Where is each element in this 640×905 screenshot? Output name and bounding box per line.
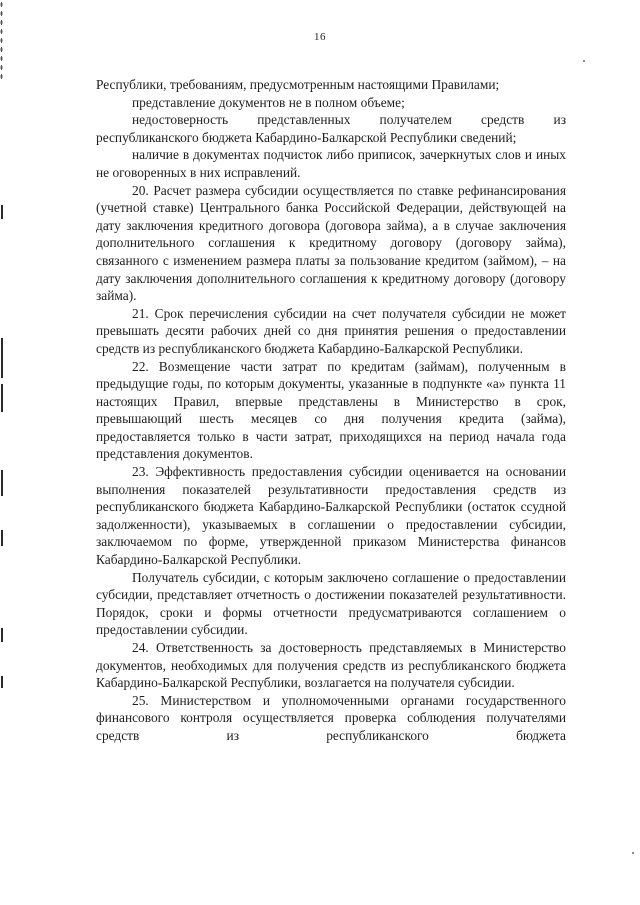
paragraph: 21. Срок перечисления субсидии на счет получателя субсидии не может превышать десяти рабочих дней со дня принятия решения о предоставлении средств из республиканского бюджета Кабардино-Балкарской Республики. <box>96 305 566 356</box>
scan-edge-mark <box>1 205 3 219</box>
scan-edge-mark <box>1 676 3 688</box>
document-body <box>96 76 566 745</box>
scan-edge-mark <box>1 530 3 546</box>
paragraph: 23. Эффективность предоставления субсидии оценивается на основании выполнения показателей результативности предоставления средств из республиканского бюджета Кабардино-Балкарской Республики (остаток ссудной задолженности), указываемых в соглашении о предоставлении субсидии, заключаемом по форме, утвержденной приказом Министерства финансов Кабардино-Балкарской Республики. <box>96 464 566 568</box>
paragraph: Получатель субсидии, с которым заключено соглашение о предоставлении субсидии, представляет отчетность о достижении показателей результативности. Порядок, сроки и формы отчетности предусматриваются соглашением о предоставлении субсидии. <box>96 569 566 638</box>
paragraph: недостоверность представленных получателем средств из республиканского бюджета Кабардино-Балкарской Республики сведений; <box>96 112 566 145</box>
paragraph: 20. Расчет размера субсидии осуществляется по ставке рефинансирования (учетной ставке) Центрального банка Российской Федерации, действующей на дату заключения кредитного договора (договора займа), а в случае заключения дополнительного соглашения к кредитному договору (договору займа), связанного с изменением размера платы за пользование кредитом (займом), – на дату заключения дополнительного соглашения к кредитному договору (договору займа). <box>96 182 566 304</box>
paragraph: Республики, требованиям, предусмотренным настоящими Правилами; <box>96 77 500 92</box>
paragraph: представление документов не в полном объеме; <box>132 94 405 110</box>
scan-edge-mark <box>1 384 3 412</box>
scan-speck <box>583 60 585 62</box>
paragraph: 22. Возмещение части затрат по кредитам (займам), полученным в предыдущие годы, по которым документы, указанные в подпункте «а» пункта 11 настоящих Правил, впервые представлены в Министерство в срок, превышающий шесть месяцев со дня получения кредита (займа), предоставляется только в части затрат, приходящихся на период начала года представления документов. <box>96 358 566 462</box>
page-number: 16 <box>314 31 326 43</box>
scan-speck <box>632 852 634 854</box>
scan-edge-mark <box>1 628 3 642</box>
paragraph: 25. Министерством и уполномоченными органами государственного финансового контроля осуществляется проверка соблюдения получателями средств из республиканского бюджета <box>96 692 566 743</box>
scan-edge-mark <box>1 470 3 496</box>
paragraph: наличие в документах подчисток либо приписок, зачеркнутых слов и иных не оговоренных в них исправлений. <box>96 147 566 180</box>
scan-edge-mark <box>1 338 3 378</box>
paragraph: 24. Ответственность за достоверность представляемых в Министерство документов, необходимых для получения средств из республиканского бюджета Кабардино-Балкарской Республики, возлагается на получателя субсидии. <box>96 640 566 691</box>
